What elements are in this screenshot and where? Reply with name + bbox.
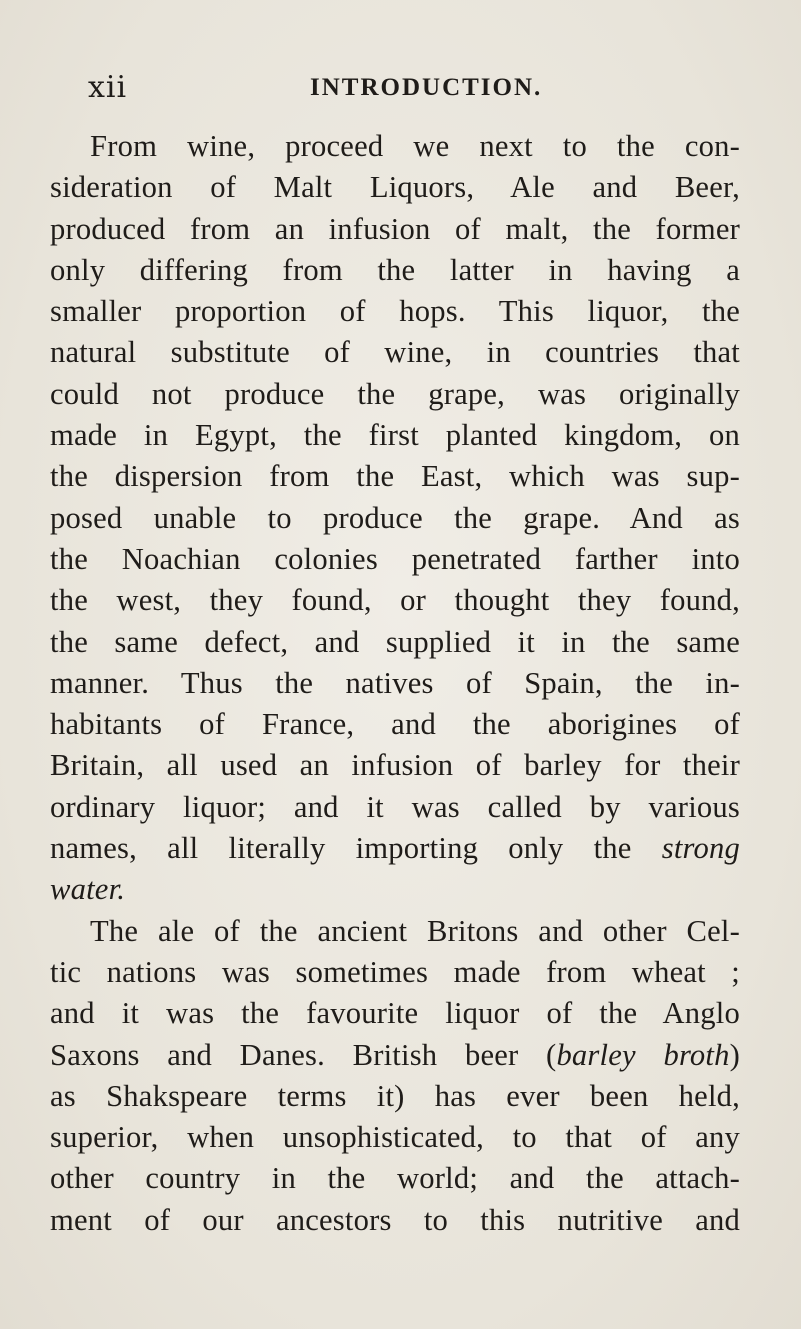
body-text (50, 126, 740, 1241)
running-head: INTRODUCTION. (310, 74, 543, 101)
text-line: produced from an infusion of malt, the former (50, 211, 740, 246)
text-line: only differing from the latter in having a (50, 252, 740, 287)
text-run: Saxons and Danes. British beer ( (50, 1037, 557, 1072)
text-line: ordinary liquor; and it was called by various (50, 789, 740, 824)
text-line: The ale of the ancient Britons and other Cel- (90, 913, 740, 948)
page-number: xii (88, 70, 128, 105)
text-line: manner. Thus the natives of Spain, the in- (50, 665, 740, 700)
text-run: names, all literally importing only the (50, 831, 662, 866)
text-run: ) (729, 1037, 740, 1072)
text-line: the same defect, and supplied it in the same (50, 624, 740, 659)
italic-text: strong (661, 831, 740, 866)
text-line: From wine, proceed we next to the con- (90, 129, 740, 163)
text-line: Britain, all used an infusion of barley for their (50, 748, 740, 783)
text-line (50, 828, 740, 869)
text-line: superior, when unsophisticated, to that of any (50, 1120, 740, 1155)
text-line: could not produce the grape, was originally (50, 376, 740, 411)
text-line: sideration of Malt Liquors, Ale and Beer, (50, 170, 740, 205)
text-line: posed unable to produce the grape. And as (50, 500, 740, 535)
text-line: other country in the world; and the attach- (50, 1161, 740, 1196)
page-header (88, 70, 748, 110)
text-line (50, 1035, 740, 1076)
italic-text: barley broth (556, 1037, 730, 1072)
text-line: the west, they found, or thought they found, (50, 583, 740, 618)
text-line: and it was the favourite liquor of the Anglo (50, 996, 740, 1031)
text-line: the Noachian colonies penetrated farther into (50, 541, 740, 576)
text-line: tic nations was sometimes made from wheat ; (50, 954, 740, 989)
italic-text: water. (50, 872, 126, 907)
text-line: habitants of France, and the aborigines of (50, 707, 740, 742)
text-line: as Shakspeare terms it) has ever been held, (50, 1078, 740, 1113)
text-line (50, 869, 740, 910)
text-line: made in Egypt, the first planted kingdom, on (50, 418, 740, 453)
text-line: ment of our ancestors to this nutritive and (50, 1202, 740, 1237)
text-line: smaller proportion of hops. This liquor, the (50, 294, 740, 329)
text-line: natural substitute of wine, in countries that (50, 335, 740, 370)
text-line: the dispersion from the East, which was sup- (50, 459, 740, 494)
